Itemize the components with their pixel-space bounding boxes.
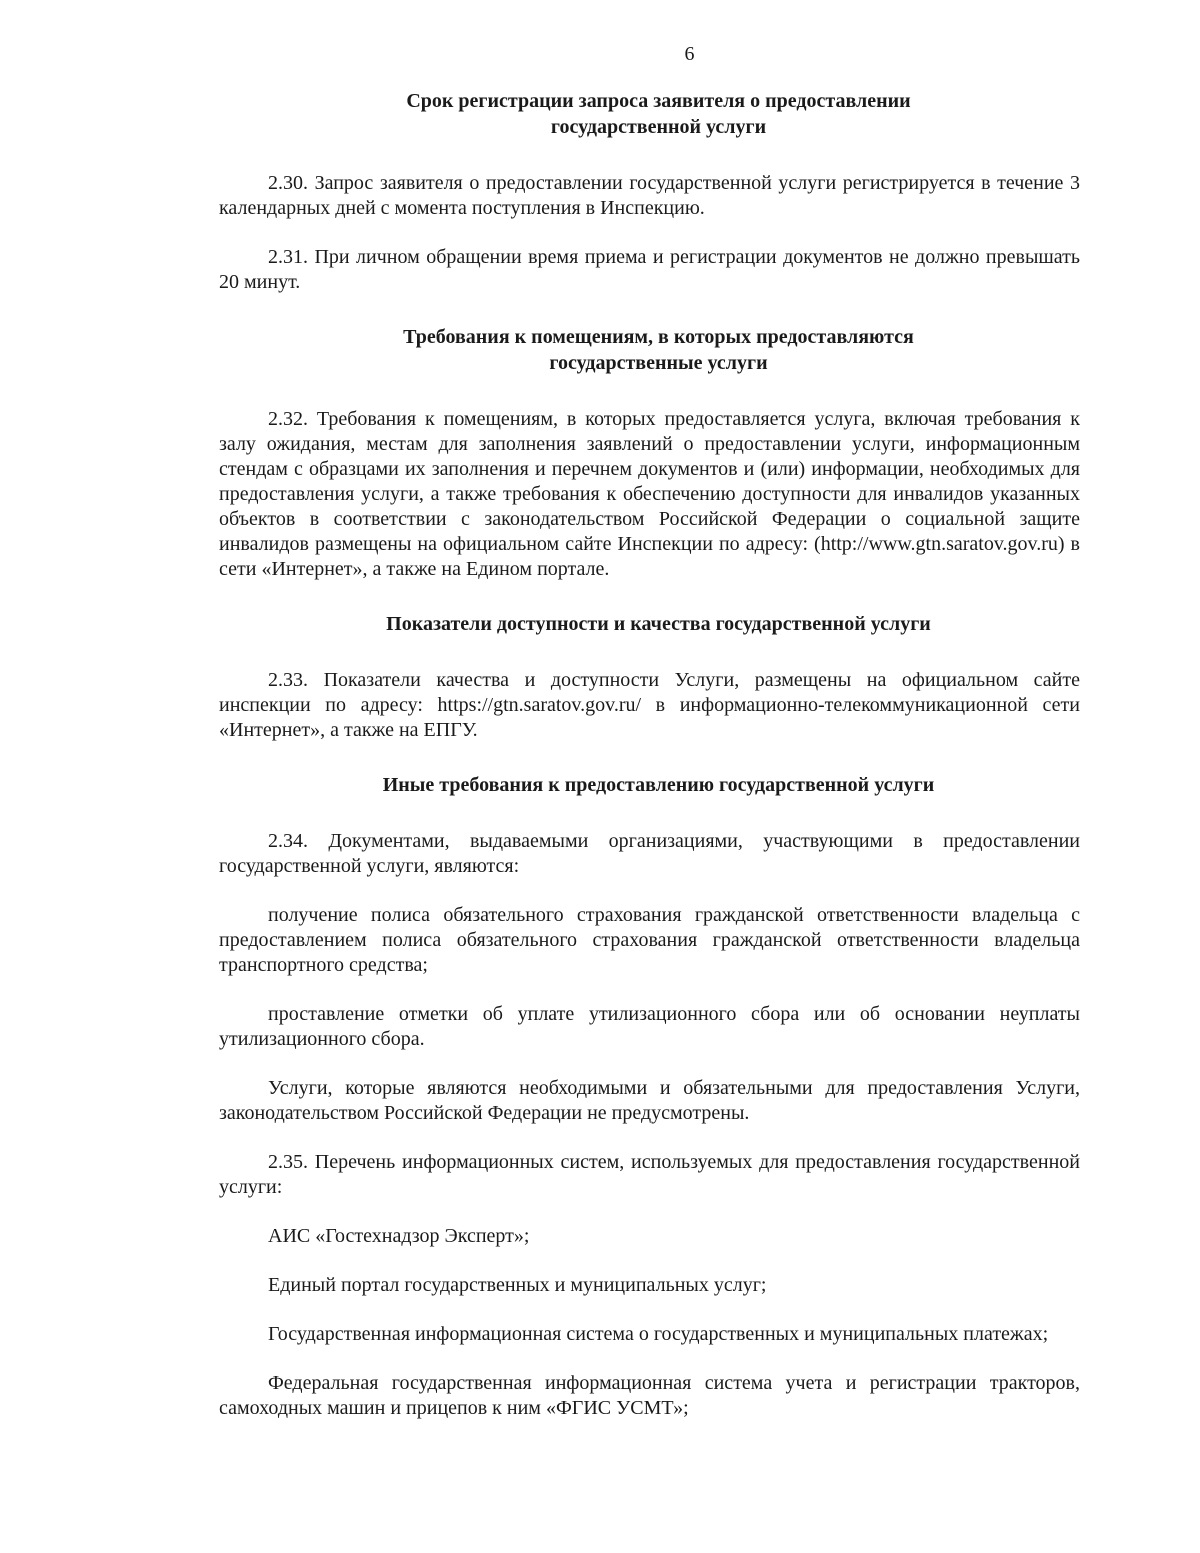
document-page	[219, 40, 1080, 1445]
list-item-ais: АИС «Гостехнадзор Эксперт»;	[268, 1225, 530, 1247]
list-item-fgis-usmt: Федеральная государственная информационная система учета и регистрации тракторов, самоходных машин и прицепов к ним «ФГИС УСМТ»;	[219, 1372, 1080, 1419]
section-heading-registration-term	[219, 88, 1080, 140]
paragraph-2-34: 2.34. Документами, выдаваемыми организациями, участвующими в предоставлении государственной услуги, являются:	[219, 830, 1080, 877]
paragraph-2-34-utilization-fee: проставление отметки об уплате утилизационного сбора или об основании неуплаты утилизационного сбора.	[219, 1003, 1080, 1050]
heading-line: Срок регистрации запроса заявителя о предоставлении	[406, 90, 911, 112]
paragraph-2-34-required-services: Услуги, которые являются необходимыми и обязательными для предоставления Услуги, законодательством Российской Федерации не предусмотрены.	[219, 1077, 1080, 1124]
paragraph-2-32: 2.32. Требования к помещениям, в которых предоставляется услуга, включая требования к залу ожидания, местам для заполнения заявлений о предоставлении услуги, информационным стендам с образцами их заполнения и перечнем документов и (или) информации, необходимых для предоставления услуги, а также требования к обеспечению доступности для инвалидов указанных объектов в соответствии с законодательством Российской Федерации о социальной защите инвалидов размещены на официальном сайте Инспекции по адресу: (http://www.gtn.saratov.gov.ru) в сети «Интернет», а также на Едином портале.	[219, 408, 1080, 580]
paragraph-2-31: 2.31. При личном обращении время приема и регистрации документов не должно превышать 20 минут.	[219, 246, 1080, 293]
heading-line: Требования к помещениям, в которых предоставляются	[403, 326, 914, 348]
list-item-epgu: Единый портал государственных и муниципальных услуг;	[268, 1274, 767, 1296]
section-heading-accessibility-quality: Показатели доступности и качества государственной услуги	[386, 613, 931, 635]
paragraph-2-33: 2.33. Показатели качества и доступности Услуги, размещены на официальном сайте инспекции по адресу: https://gtn.saratov.gov.ru/ в информационно-телекоммуникационной сети «Интернет», а также на ЕПГУ.	[219, 669, 1080, 741]
page-number: 6	[684, 43, 695, 65]
paragraph-2-34-osago: получение полиса обязательного страхования гражданской ответственности владельца с предоставлением полиса обязательного страхования гражданской ответственности владельца транспортного средства;	[219, 904, 1080, 976]
list-item-gis-gmp: Государственная информационная система о государственных и муниципальных платежах;	[268, 1323, 1049, 1345]
paragraph-2-35: 2.35. Перечень информационных систем, используемых для предоставления государственной услуги:	[219, 1151, 1080, 1198]
section-heading-other-requirements: Иные требования к предоставлению государственной услуги	[382, 774, 935, 796]
section-heading-premises-requirements	[219, 324, 1080, 376]
heading-line: государственные услуги	[549, 352, 768, 374]
heading-line: государственной услуги	[550, 116, 767, 138]
paragraph-2-30: 2.30. Запрос заявителя о предоставлении государственной услуги регистрируется в течение 3 календарных дней с момента поступления в Инспекцию.	[219, 172, 1080, 219]
